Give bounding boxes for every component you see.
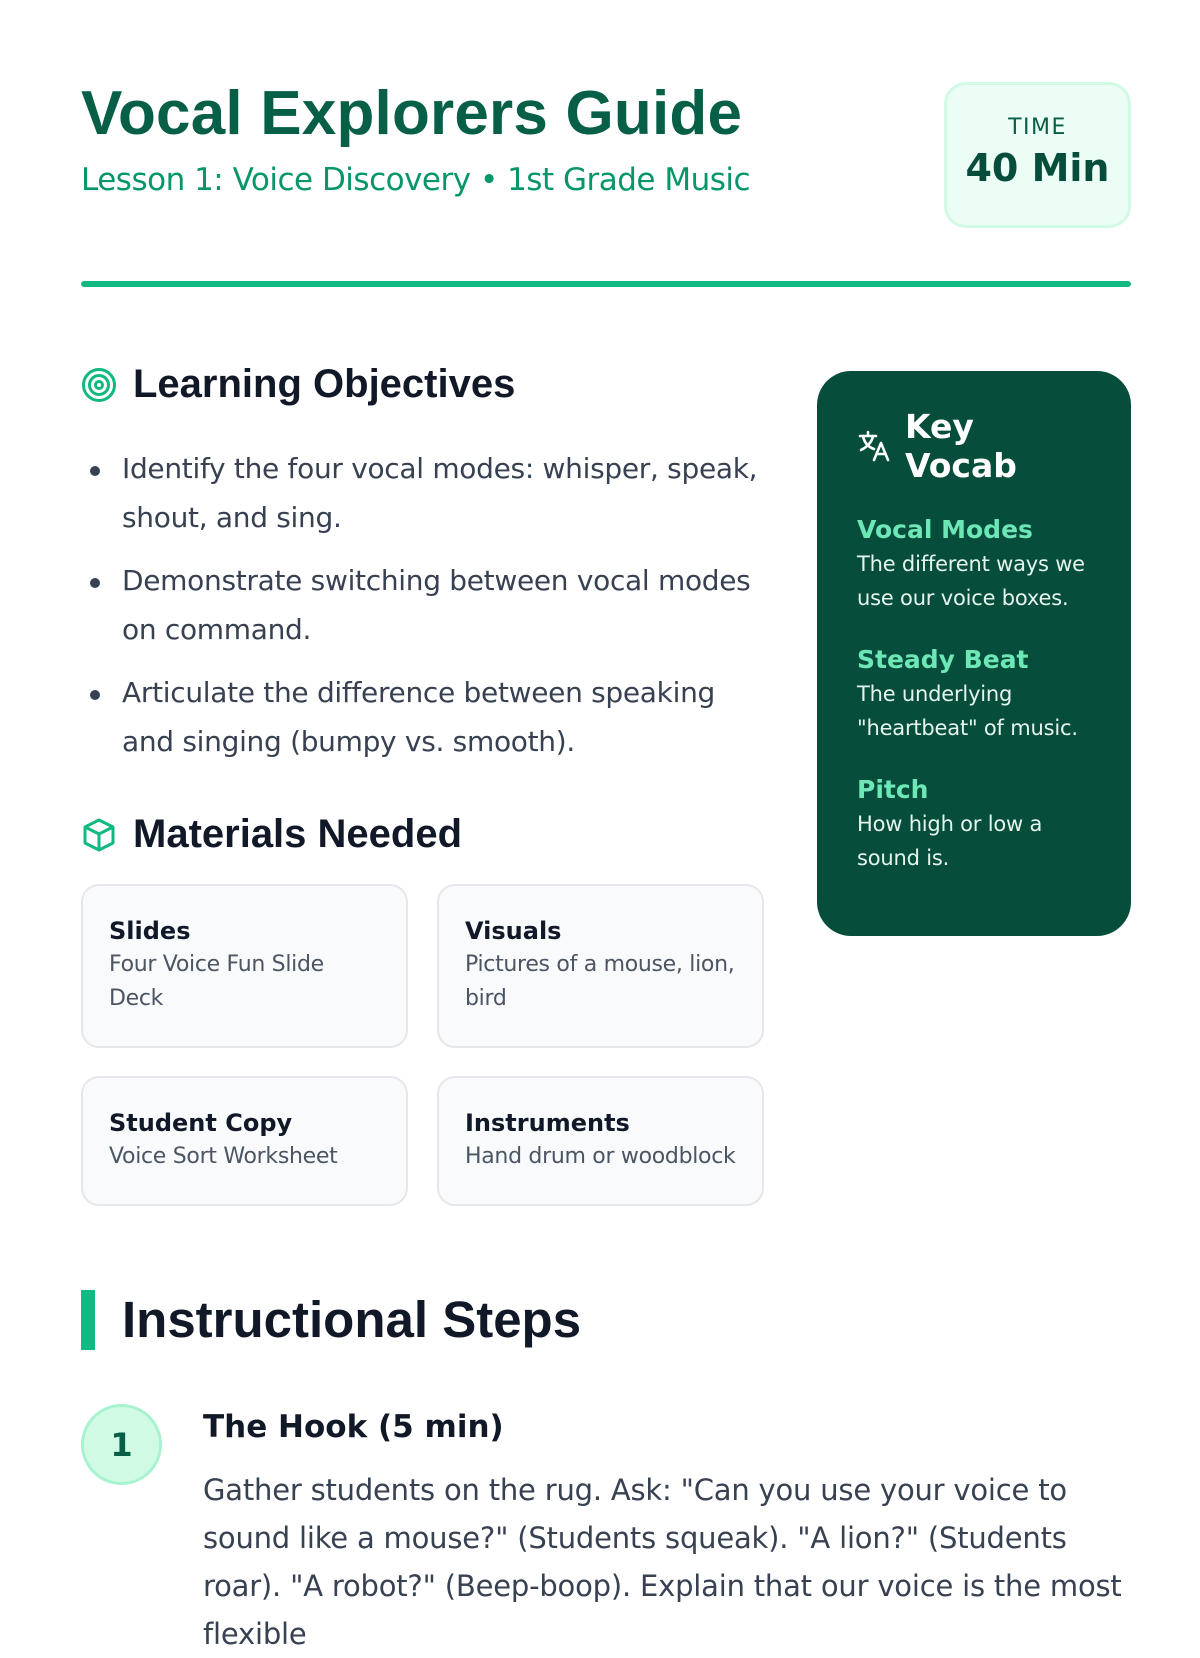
material-title: Slides [109,917,191,945]
vocab-definition: The underlying "heartbeat" of music. [857,682,1078,740]
vocab-heading [857,407,1091,485]
vocab-term: Steady Beat [857,645,1029,674]
objectives-title: Learning Objectives [133,362,516,406]
list-item: Identify the four vocal modes: whisper, speak, shout, and sing. [85,444,765,542]
time-label: TIME [1008,115,1067,140]
page-title: Vocal Explorers Guide [81,79,743,148]
materials-heading [81,812,462,857]
target-icon [81,367,117,403]
material-card [81,884,408,1048]
material-desc: Hand drum or woodblock [465,1144,736,1169]
objectives-list [85,444,765,780]
time-badge [944,82,1131,228]
box-icon [81,817,117,853]
lesson-header [81,78,1131,228]
materials-title: Materials Needed [133,812,463,856]
steps-accent-bar [81,1290,95,1350]
key-vocab-panel [817,371,1131,936]
vocab-title: Key Vocab [905,407,1017,485]
material-desc: Four Voice Fun Slide Deck [109,952,324,1011]
header-divider [81,281,1131,287]
page-subtitle: Lesson 1: Voice Discovery • 1st Grade Music [81,162,751,198]
material-desc: Voice Sort Worksheet [109,1144,338,1169]
steps-heading: Instructional Steps [122,1291,582,1348]
time-value: 40 Min [965,146,1110,190]
material-card [81,1076,408,1206]
vocab-definition: How high or low a sound is. [857,812,1043,870]
translate-icon [857,429,891,463]
material-card [437,884,764,1048]
objectives-heading [81,362,515,407]
material-title: Instruments [465,1109,630,1137]
list-item: Demonstrate switching between vocal modes on command. [85,556,765,654]
step-title: The Hook (5 min) [203,1409,504,1445]
vocab-term: Vocal Modes [857,515,1033,544]
material-title: Student Copy [109,1109,293,1137]
material-desc: Pictures of a mouse, lion, bird [465,952,735,1011]
step-body: Gather students on the rug. Ask: "Can you use your voice to sound like a mouse?" (Students squeak). "A lion?" (Students roar). "A robot?" (Beep-boop). Explain that our voice is the most flexible [203,1473,1122,1651]
list-item: Articulate the difference between speaking and singing (bumpy vs. smooth). [85,668,765,766]
vocab-definition: The different ways we use our voice boxes. [857,552,1085,610]
material-title: Visuals [465,917,562,945]
step-number: 1 [81,1404,162,1485]
material-card [437,1076,764,1206]
vocab-term: Pitch [857,775,929,804]
